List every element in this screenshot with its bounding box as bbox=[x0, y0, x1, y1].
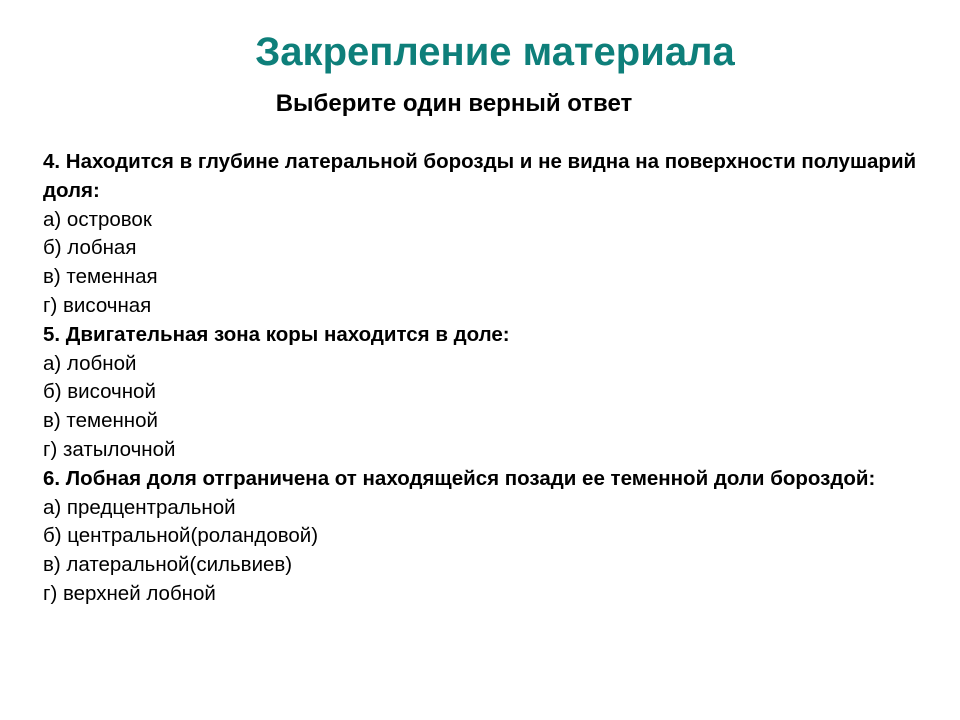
answer-option: г) височная bbox=[43, 293, 152, 317]
answer-option: в) латеральной(сильвиев) bbox=[43, 553, 293, 577]
slide-subtitle: Выберите один верный ответ bbox=[275, 90, 633, 117]
answer-option: а) предцентральной bbox=[43, 495, 236, 519]
answer-option: б) центральной(роландовой) bbox=[43, 524, 319, 548]
question-block bbox=[43, 465, 923, 609]
question-text: 5. Двигательная зона коры находится в доле: bbox=[43, 322, 510, 346]
question-text: 6. Лобная доля отграничена от находящейся позади ее теменной доли бороздой: bbox=[43, 466, 876, 490]
question-block bbox=[43, 148, 923, 321]
answer-option: г) верхней лобной bbox=[43, 581, 216, 605]
question-block bbox=[43, 321, 923, 465]
answer-option: б) лобная bbox=[43, 236, 137, 260]
questions-list bbox=[43, 148, 923, 609]
answer-option: в) теменная bbox=[43, 265, 158, 289]
answer-option: в) теменной bbox=[43, 409, 158, 433]
question-text: 4. Находится в глубине латеральной борозды и не видна на поверхности полушарий доля: bbox=[43, 150, 917, 202]
slide-title: Закрепление материала bbox=[255, 30, 735, 74]
answer-option: б) височной bbox=[43, 380, 156, 404]
answer-option: г) затылочной bbox=[43, 437, 176, 461]
answer-option: а) лобной bbox=[43, 351, 137, 375]
answer-option: а) островок bbox=[43, 207, 152, 231]
